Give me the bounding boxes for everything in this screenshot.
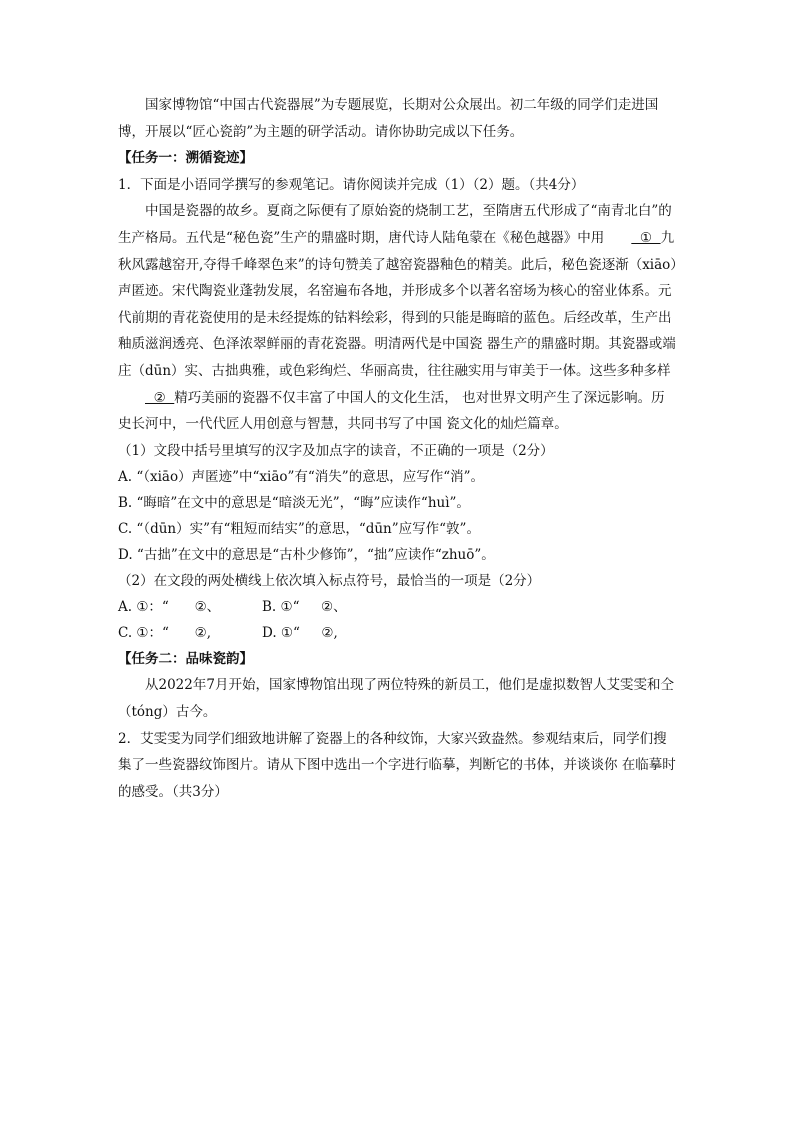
- passage-part-b: 九秋风露越窑开,夺得千峰翠色来”的诗句赞美了越窑瓷器釉色的精美。此后，秘色瓷逐渐（xiāo）声匿迹。宋代陶瓷业蓬勃发展，名窑遍布各地，并形成多个以著名窑场为核心的窑业体系。元代前期的青花瓷使用的是未经提炼的钴料绘彩，得到的只能是晦暗的蓝色。后经改革，生产出釉质滋润透亮、色泽浓翠鲜丽的青花瓷器。明清两代是中国瓷 器生产的鼎盛时期。其瓷器或端庄（dūn）实、古拙典雅，或色彩绚烂、华丽高贵，往往融实用与审美于一体。这些多种多样: [118, 229, 678, 379]
- passage-part-a: 中国是瓷器的故乡。夏商之际便有了原始瓷的烧制工艺，至隋唐五代形成了“南青北白”的生产格局。五代是“秘色瓷”生产的鼎盛时期，唐代诗人陆龟蒙在《秘色越器》中用: [118, 203, 672, 246]
- task1-heading: 【任务一：溯循瓷迹】: [118, 150, 253, 167]
- intro-paragraph: 国家博物馆“中国古代瓷器展”为专题展览，长期对公众展出。初二年级的同学们走进国博，开展以“匠心瓷韵”为主题的研学活动。请你协助完成以下任务。: [118, 97, 659, 140]
- option-2d: D. ①“ ②,: [262, 624, 338, 641]
- option-row-ab: [118, 594, 678, 620]
- option-2a: A. ①：“ ②、: [118, 598, 221, 615]
- option-1d: D. “古拙”在文中的意思是“古朴少修饰”，“拙”应读作“zhuō”。: [118, 546, 495, 563]
- sub-question-1: （1）文段中括号里填写的汉字及加点字的读音，不正确的一项是（2分）: [118, 442, 554, 459]
- blank-1: ①: [631, 229, 661, 246]
- question-1: 1．下面是小语同学撰写的参观笔记。请你阅读并完成（1）（2）题。（共4分）: [118, 176, 585, 193]
- option-1b: B. “晦暗”在文中的意思是“暗淡无光”，“晦”应读作“huì”。: [118, 494, 470, 511]
- option-2b: B. ①“ ②、: [262, 598, 347, 615]
- option-2c: C. ①：“ ②,: [118, 624, 212, 641]
- option-row-cd: [118, 620, 678, 646]
- question-2: 2．艾雯雯为同学们细致地讲解了瓷器上的各种纹饰，大家兴致盎然。参观结束后，同学们搜集了一些瓷器纹饰图片。请从下图中选出一个字进行临摹，判断它的书体，并谈谈你 在临摹时的感受。（共3分）: [118, 730, 676, 800]
- option-1a: A. “（xiāo）声匿迹”中“xiāo”有“消失”的意思，应写作“消”。: [118, 468, 485, 485]
- option-1c: C. “（dūn）实”有“粗短而结实”的意思，“dūn”应写作“敦”。: [118, 520, 480, 537]
- reading-passage: [118, 198, 678, 437]
- sub-question-2: （2）在文段的两处横线上依次填入标点符号，最恰当的一项是（2分）: [118, 572, 541, 589]
- task2-heading: 【任务二：品味瓷韵】: [118, 650, 253, 667]
- task2-intro: 从2022年7月开始，国家博物馆出现了两位特殊的新员工，他们是虚拟数智人艾雯雯和仝（tóng）古今。: [118, 677, 674, 720]
- blank-2: ②: [145, 389, 175, 406]
- passage-part-c: 精巧美丽的瓷器不仅丰富了中国人的文化生活， 也对世界文明产生了深远影响。历史长河中，一代代匠人用创意与智慧，共同书写了中国 瓷文化的灿烂篇章。: [118, 389, 665, 433]
- document-content: [118, 92, 678, 805]
